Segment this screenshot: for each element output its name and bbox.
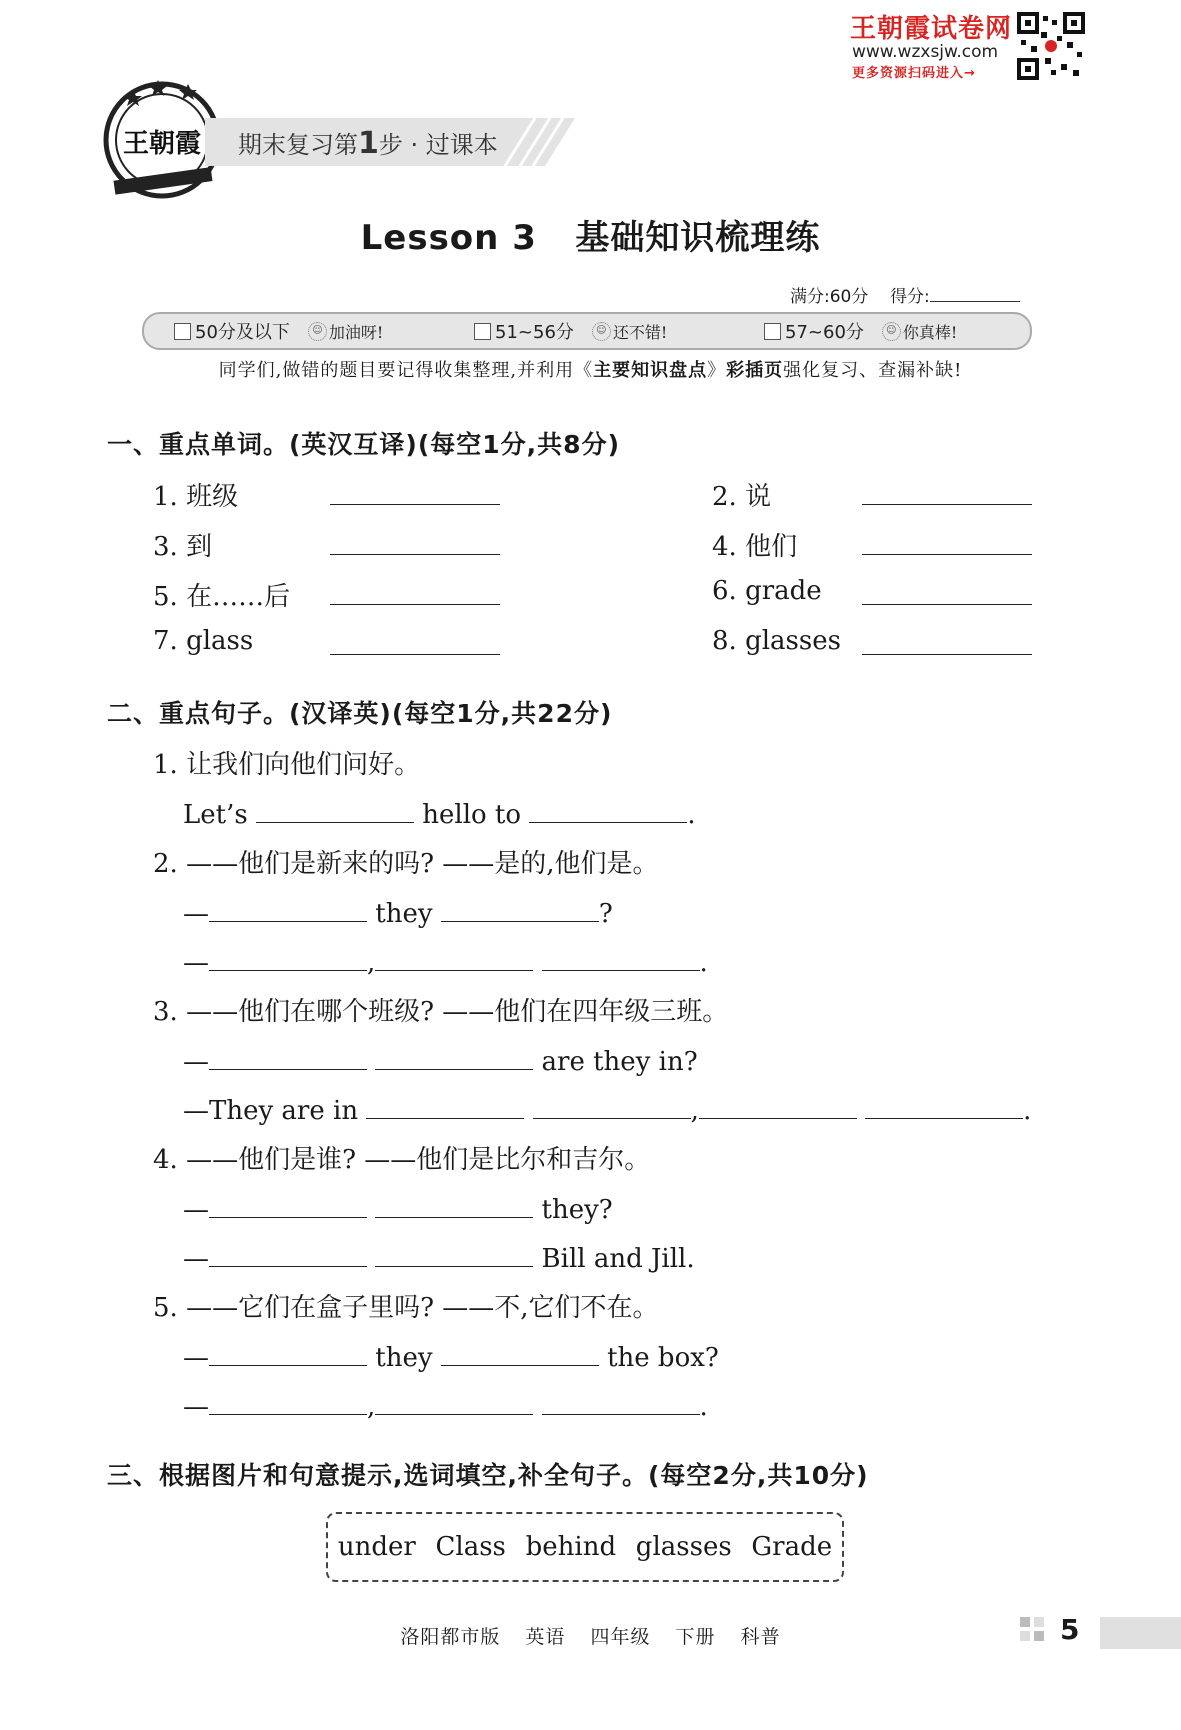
answer-blank[interactable] (366, 1090, 524, 1119)
word-option: under (337, 1532, 416, 1562)
rating-mid: 51~56分 ☺ 还不错! (474, 314, 667, 348)
brand-url: www.wzxsjw.com (852, 42, 999, 62)
word-item: 6. grade (712, 576, 822, 606)
word-item: 3. 到 (153, 532, 213, 562)
footer-edition: 洛阳都市版 (400, 1626, 501, 1648)
answer-line: — , . (183, 1386, 708, 1422)
section3-heading: 三、根据图片和句意提示,选词填空,补全句子。(每空2分,共10分) (107, 1461, 869, 1490)
checkbox[interactable] (174, 323, 191, 340)
rating-high: 57~60分 ☺ 你真棒! (764, 314, 957, 348)
footer-grade: 四年级 (590, 1626, 651, 1648)
answer-blank[interactable] (375, 1386, 533, 1415)
word-item: 4. 他们 (712, 532, 798, 562)
answer-blank[interactable] (209, 1189, 367, 1218)
question-prompt: 1. 让我们向他们问好。 (153, 750, 421, 780)
word-option: behind (525, 1532, 617, 1562)
section2-heading: 二、重点句子。(汉译英)(每空1分,共22分) (107, 699, 613, 728)
footer-publisher: 科普 (740, 1626, 781, 1648)
answer-line: —They are in , . (183, 1090, 1031, 1126)
page-title: Lesson 3 基础知识梳理练 (360, 218, 821, 258)
answer-blank[interactable] (862, 576, 1032, 605)
reminder-text: 同学们,做错的题目要记得收集整理,并利用《主要知识盘点》彩插页强化复习、查漏补缺! (218, 360, 963, 381)
checkbox[interactable] (474, 323, 491, 340)
score-label: 得分: (889, 287, 930, 307)
word-item: 1. 班级 (153, 482, 239, 512)
brand-scan-hint: 更多资源扫码进入→ (852, 66, 976, 81)
answer-line: — , . (183, 942, 708, 978)
score-blank[interactable] (930, 285, 1020, 302)
face-icon: ☺ (592, 322, 611, 341)
question-prompt: 5. ——它们在盒子里吗? ——不,它们不在。 (153, 1293, 659, 1323)
word-bank (326, 1512, 844, 1582)
answer-blank[interactable] (209, 1386, 367, 1415)
answer-blank[interactable] (330, 526, 500, 555)
footer (0, 1622, 1181, 1649)
answer-blank[interactable] (441, 893, 599, 922)
answer-blank[interactable] (862, 476, 1032, 505)
answer-blank[interactable] (330, 476, 500, 505)
answer-blank[interactable] (699, 1090, 857, 1119)
page-corner-icon (1020, 1617, 1048, 1647)
face-icon: ☺ (882, 322, 901, 341)
qr-code-icon (1017, 12, 1085, 80)
footer-volume: 下册 (675, 1626, 716, 1648)
face-icon: ☺ (308, 322, 327, 341)
answer-line: — they? (183, 1189, 613, 1225)
answer-blank[interactable] (862, 526, 1032, 555)
rating-low: 50分及以下 ☺ 加油呀! (174, 314, 383, 348)
word-option: Grade (751, 1532, 833, 1562)
answer-blank[interactable] (375, 1238, 533, 1267)
section1-heading: 一、重点单词。(英汉互译)(每空1分,共8分) (107, 430, 620, 459)
rating-bar (142, 312, 1032, 350)
footer-subject: 英语 (525, 1626, 566, 1648)
answer-blank[interactable] (209, 1238, 367, 1267)
answer-line: — they the box? (183, 1337, 719, 1373)
answer-blank[interactable] (865, 1090, 1023, 1119)
answer-blank[interactable] (209, 893, 367, 922)
answer-blank[interactable] (533, 1090, 691, 1119)
answer-blank[interactable] (375, 942, 533, 971)
answer-line: — are they in? (183, 1041, 698, 1077)
word-item: 2. 说 (712, 482, 772, 512)
answer-blank[interactable] (441, 1337, 599, 1366)
answer-line: — Bill and Jill. (183, 1238, 695, 1274)
banner-title: 期末复习第1步 · 过课本 (238, 126, 498, 161)
answer-blank[interactable] (330, 576, 500, 605)
logo-text: 王朝霞 (122, 129, 202, 159)
question-prompt: 3. ——他们在哪个班级? ——他们在四年级三班。 (153, 997, 729, 1027)
question-prompt: 2. ——他们是新来的吗? ——是的,他们是。 (153, 849, 659, 879)
answer-blank[interactable] (209, 1337, 367, 1366)
brand-name: 王朝霞试卷网 (850, 14, 1013, 44)
answer-blank[interactable] (542, 942, 700, 971)
answer-blank[interactable] (542, 1386, 700, 1415)
answer-blank[interactable] (862, 626, 1032, 655)
answer-line: Let’s hello to . (183, 794, 696, 830)
page-number-band (1100, 1617, 1181, 1649)
word-option: glasses (635, 1532, 732, 1562)
question-prompt: 4. ——他们是谁? ——他们是比尔和吉尔。 (153, 1145, 651, 1175)
page-number: 5 (1060, 1613, 1080, 1646)
answer-line: — they ? (183, 893, 613, 929)
word-item: 7. glass (153, 626, 254, 656)
score-line (790, 282, 1020, 307)
word-option: Class (435, 1532, 506, 1562)
checkbox[interactable] (764, 323, 781, 340)
answer-blank[interactable] (256, 794, 414, 823)
answer-blank[interactable] (375, 1041, 533, 1070)
word-item: 8. glasses (712, 626, 841, 656)
answer-blank[interactable] (529, 794, 687, 823)
answer-blank[interactable] (375, 1189, 533, 1218)
answer-blank[interactable] (209, 942, 367, 971)
word-item: 5. 在……后 (153, 582, 291, 612)
answer-blank[interactable] (330, 626, 500, 655)
full-score: 满分:60分 (790, 287, 869, 307)
answer-blank[interactable] (209, 1041, 367, 1070)
